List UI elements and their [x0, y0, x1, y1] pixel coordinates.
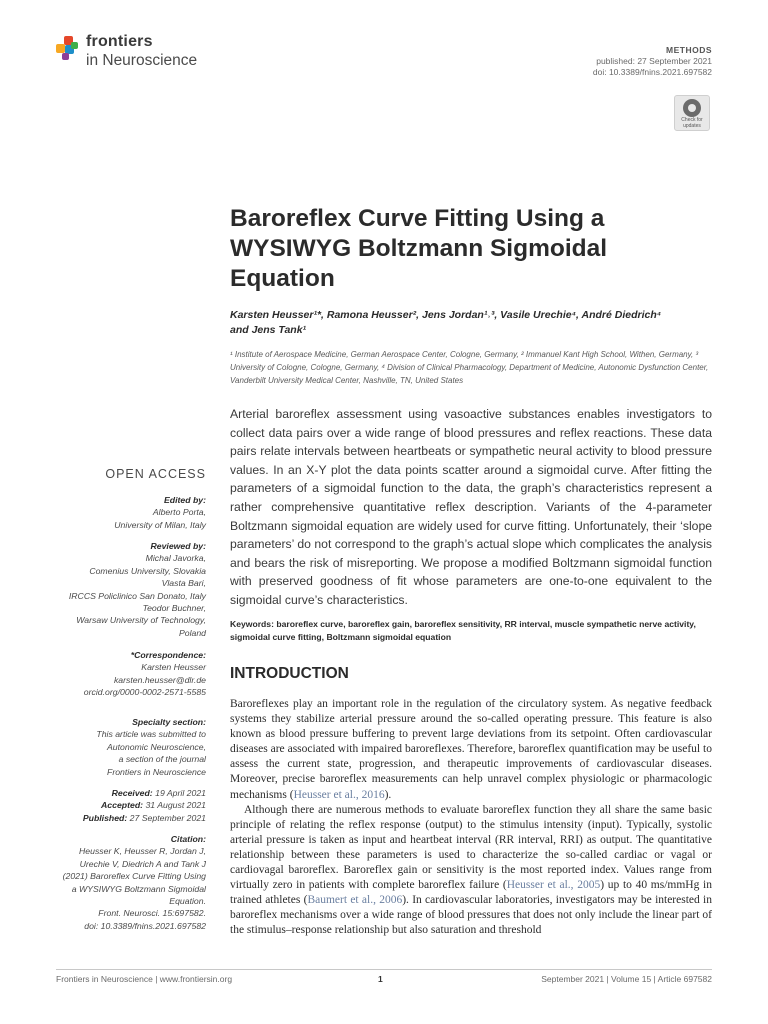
section-heading-introduction: INTRODUCTION	[230, 665, 349, 682]
bookmark-icon	[683, 99, 701, 117]
citation-link[interactable]: Heusser et al., 2016	[293, 788, 385, 801]
introduction-body	[230, 697, 712, 939]
sidebar-correspondence: *Correspondence: Karsten Heusser karsten.heusser@dlr.de orcid.org/0000-0002-2571-5585	[56, 649, 206, 699]
sidebar-specialty-section: Specialty section: This article was submitted to Autonomic Neuroscience, a section of the journal Frontiers in Neuroscience	[96, 717, 206, 777]
published-date: published: 27 September 2021	[596, 56, 712, 66]
logo-journal-name: in Neuroscience	[86, 52, 198, 69]
article-doi[interactable]: doi: 10.3389/fnins.2021.697582	[592, 67, 712, 77]
sidebar-reviewed-by: Reviewed by: Michal Javorka, Comenius University, Slovakia Vlasta Bari, IRCCS Policlinico San Donato, Italy Teodor Buchner, Warsaw University of Technology, Poland	[68, 541, 206, 638]
frontiers-logo-icon	[56, 36, 80, 62]
sidebar-citation: Citation: Heusser K, Heusser R, Jordan J, Urechie V, Diedrich A and Tank J (2021) Baroreflex Curve Fitting Using a WYSIWYG Boltzmann Sigmoidal Equation. Front. Neurosci. 15:697582. doi: 10.3389/fnins.2021.697582	[56, 833, 206, 932]
footer-journal-link[interactable]: Frontiers in Neuroscience | www.frontiersin.org	[56, 974, 233, 984]
footer-divider	[56, 969, 712, 970]
check-for-updates-button[interactable]: Check for updates	[674, 95, 710, 131]
keywords: Keywords: baroreflex curve, baroreflex gain, baroreflex sensitivity, RR interval, muscle sympathetic nerve activity, sigmoidal curve fitting, Boltzmann sigmoidal equation	[230, 619, 696, 642]
authors-line: Karsten Heusser¹*, Ramona Heusser², Jens Jordan¹˒³, Vasile Urechie⁴, André Diedrich⁴	[230, 309, 662, 321]
orcid-link[interactable]: orcid.org/0000-0002-2571-5585	[83, 687, 206, 698]
authors-line: and Jens Tank¹	[230, 323, 307, 336]
abstract: Arterial baroreflex assessment using vasoactive substances enables investigators to collect data pairs over a wide range of blood pressures and reflex reactions. These data pairs relate intervals between heartbeats or sympathetic neural activity to blood pressure values. In an X-Y plot the data points scatter around a sigmoidal curve. After fitting the parameters of a sigmoidal function to the data, the graph’s characteristics represent a rather comprehensive quantitative reflex description. Variants of the 4-parameter Boltzmann sigmoidal equation are widely used for curve fitting. Unfortunately, their ‘slope parameters’ do not correspond to the graph’s actual slope which complicates the analysis and bears the risk of misreporting. We propose a modified Boltzmann sigmoidal function with preserved goodness of fit whose parameters are one-to-one equivalent to the sigmoidal curve’s characteristics.	[230, 407, 712, 607]
paragraph: Baroreflexes play an important role in the regulation of the circulatory system. As negative feedback systems they stabilize arterial pressure around the so-called operating pressure. This feature is also known as blood pressure buffering to prevent large deviations from its setpoint. Often cardiovascular diseases are associated with impaired baroreflexes. Therefore, baroreflex quantification may be useful to assess the current state, progression, and therapeutic improvements of cardiovascular diseases. Moreover, precise baroreflex measurements can help unravel complex physiologic or pharmacologic mechanisms (Heusser et al., 2016).	[230, 698, 712, 801]
citation-link[interactable]: Baumert et al., 2006	[307, 894, 403, 907]
affiliations: ¹ Institute of Aerospace Medicine, German Aerospace Center, Cologne, Germany, ² Immanuel Kant High School, Withen, Germany, ³ University of Cologne, Cologne, Germany, ⁴ Division of Clinical Pharmacology, Department of Medicine, Autonomic Dysfunction Center, Vanderbilt University Medical Center, Nashville, TN, United States	[230, 350, 709, 385]
paragraph: Although there are numerous methods to evaluate baroreflex function they all share the same basic principle of relating the reflex response (output) to the stimulus intensity (input). Typically, systolic arterial pressure is taken as input and heartbeat interval (RR interval, RRI) as output. The quantitative relationship between these parameters is used to characterize the so-called cardiac or vagal or cardiovagal baroreflex. Baroreflex gain or sensitivity is the most reported index. Values range from virtually zero in patients with complete baroreflex failure (Heusser et al., 2005) up to 40 ms/mmHg in trained athletes (Baumert et al., 2006). In cardiovascular laboratories, investigators may be interested in baroreflex mechanisms over a wide range of blood pressures that does not only include the linear part of the stimulus–response relationship but also saturation and threshold	[230, 803, 712, 937]
citation-doi-link[interactable]: doi: 10.3389/fnins.2021.697582	[84, 920, 206, 931]
footer-issue-info: September 2021 | Volume 15 | Article 697582	[541, 974, 712, 984]
correspondence-email-link[interactable]: karsten.heusser@dlr.de	[113, 674, 206, 685]
logo-brand: frontiers	[86, 33, 153, 50]
article-title: Baroreflex Curve Fitting Using a WYSIWYG Boltzmann Sigmoidal Equation	[230, 205, 608, 292]
article-type: METHODS	[666, 45, 712, 55]
sidebar-edited-by: Edited by: Alberto Porta, University of Milan, Italy	[114, 495, 206, 530]
article-meta	[593, 45, 712, 78]
sidebar-dates: Received: 19 April 2021 Accepted: 31 August 2021 Published: 27 September 2021	[82, 788, 206, 823]
author-list	[230, 308, 710, 337]
journal-logo	[56, 34, 197, 69]
citation-link[interactable]: Heusser et al., 2005	[506, 879, 601, 892]
page-number: 1	[378, 974, 383, 984]
open-access-label: OPEN ACCESS	[105, 467, 206, 481]
